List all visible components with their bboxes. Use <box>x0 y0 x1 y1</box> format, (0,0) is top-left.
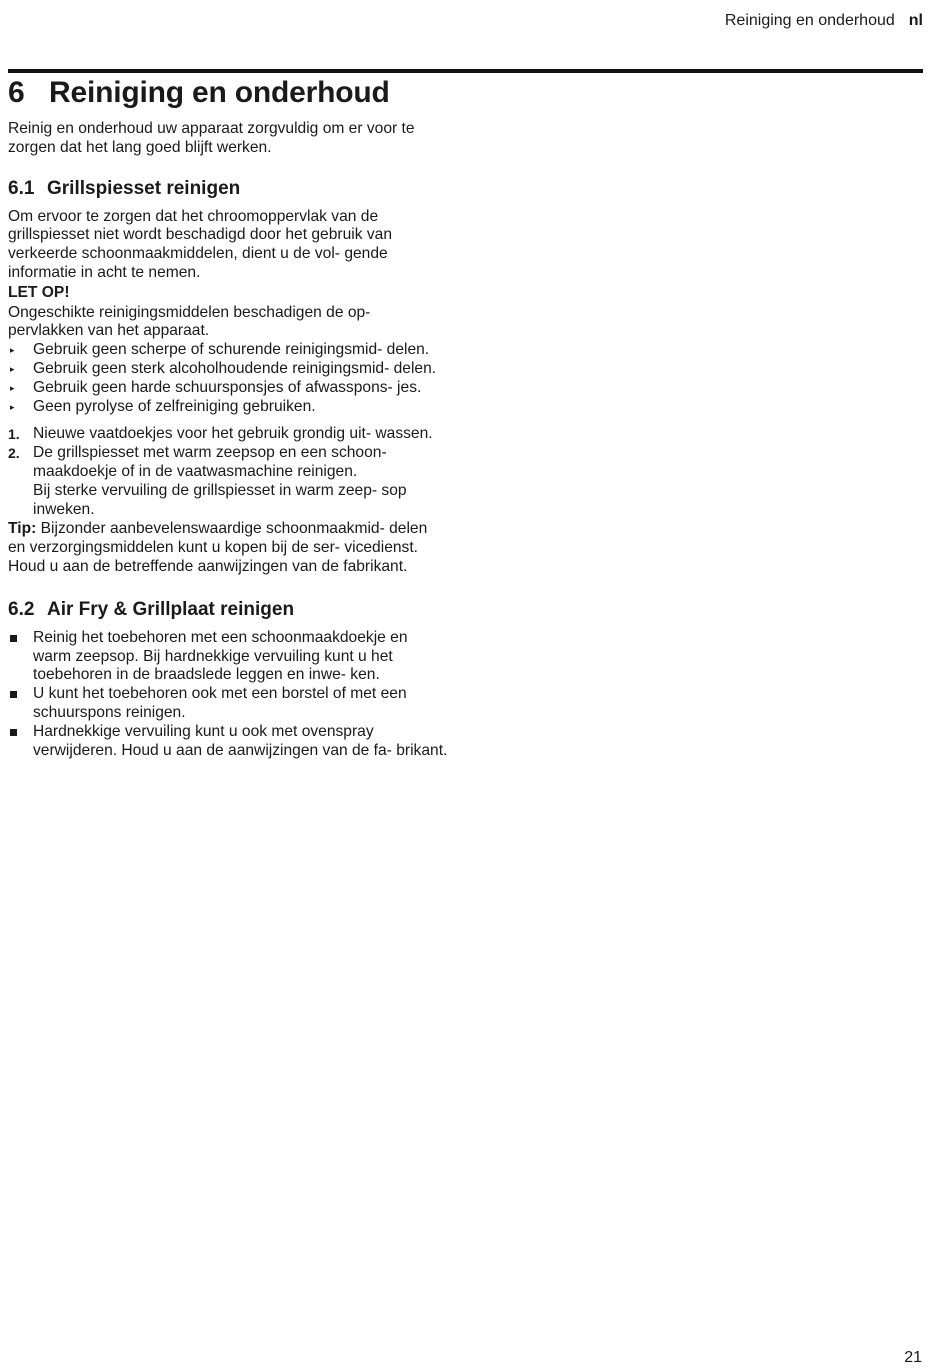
warning-item <box>8 398 448 417</box>
running-header <box>725 11 923 31</box>
section-2-heading <box>8 598 448 622</box>
warning-item-text: Gebruik geen scherpe of schurende reinigingsmid- delen. <box>33 341 430 359</box>
arrow-bullet-icon: ▸ <box>10 382 15 393</box>
language-code: nl <box>908 12 923 29</box>
tip-text: Bijzonder aanbevelenswaardige schoonmaakmid- delen en verzorgingsmiddelen kunt u kopen bij de ser- vicedienst. Houd u aan de betreffende aanwijzingen van de fabrikant. <box>8 520 428 575</box>
section-2-title: Air Fry & Grillplaat reinigen <box>47 598 295 620</box>
arrow-bullet-icon: ▸ <box>10 363 15 374</box>
warning-item-text: Gebruik geen harde schuursponsjes of afwasspons- jes. <box>33 378 422 396</box>
tip-note <box>8 520 448 576</box>
section-1-title: Grillspiesset reinigen <box>47 177 241 199</box>
square-bullet-icon <box>10 729 17 736</box>
cleaning-item <box>8 723 448 761</box>
cleaning-item-text: U kunt het toebehoren ook met een borstel of met een schuurspons reinigen. <box>33 685 407 721</box>
step-subtext: Bij sterke vervuiling de grillspiesset in warm zeep- sop inweken. <box>33 481 407 518</box>
warning-item <box>8 341 448 360</box>
warning-list <box>8 341 448 416</box>
warning-item <box>8 379 448 398</box>
cleaning-list <box>8 629 448 761</box>
warning-item <box>8 360 448 379</box>
step-item <box>8 444 448 519</box>
square-bullet-icon <box>10 635 17 642</box>
chapter-number: 6 <box>8 76 25 109</box>
step-list <box>8 425 448 519</box>
step-number: 2. <box>8 445 20 462</box>
chapter-title: Reiniging en onderhoud <box>49 76 390 109</box>
tip-label: Tip: <box>8 520 37 538</box>
chapter-heading <box>8 75 448 111</box>
section-1-body: Om ervoor te zorgen dat het chroomoppervlak van de grillspiesset niet wordt beschadigd door het gebruik van verkeerde schoonmaakmiddelen, dient u de vol- gende informatie in acht te nemen. <box>8 207 393 281</box>
section-1-number: 6.1 <box>8 177 35 199</box>
section-1-heading <box>8 177 448 201</box>
main-column <box>8 75 448 760</box>
arrow-bullet-icon: ▸ <box>10 345 15 356</box>
step-text: De grillspiesset met warm zeepsop en een schoon- maakdoekje of in de vaatwasmachine reinigen. <box>33 444 387 480</box>
cleaning-item <box>8 685 448 723</box>
warning-text: Ongeschikte reinigingsmiddelen beschadigen de op- pervlakken van het apparaat. <box>8 303 371 340</box>
warning-item-text: Geen pyrolyse of zelfreiniging gebruiken. <box>33 397 316 415</box>
page-number: 21 <box>904 1349 922 1366</box>
step-number: 1. <box>8 426 20 443</box>
cleaning-item-text: Hardnekkige vervuiling kunt u ook met ovenspray verwijderen. Houd u aan de aanwijzingen van de fa- brikant. <box>33 722 448 759</box>
square-bullet-icon <box>10 691 17 698</box>
section-2-number: 6.2 <box>8 598 35 620</box>
warning-title: LET OP! <box>8 283 70 301</box>
warning-item-text: Gebruik geen sterk alcoholhoudende reinigingsmid- delen. <box>33 359 437 377</box>
arrow-bullet-icon: ▸ <box>10 401 15 412</box>
running-header-section: Reiniging en onderhoud <box>724 12 895 29</box>
cleaning-item <box>8 629 448 685</box>
step-item <box>8 425 448 444</box>
chapter-intro: Reinig en onderhoud uw apparaat zorgvuldig om er voor te zorgen dat het lang goed blijft werken. <box>8 120 415 156</box>
cleaning-item-text: Reinig het toebehoren met een schoonmaakdoekje en warm zeepsop. Bij hardnekkige vervuiling kunt u het toebehoren in de braadslede leggen en inwe- ken. <box>33 628 408 684</box>
step-text: Nieuwe vaatdoekjes voor het gebruik grondig uit- wassen. <box>33 425 433 443</box>
header-rule <box>8 69 923 73</box>
